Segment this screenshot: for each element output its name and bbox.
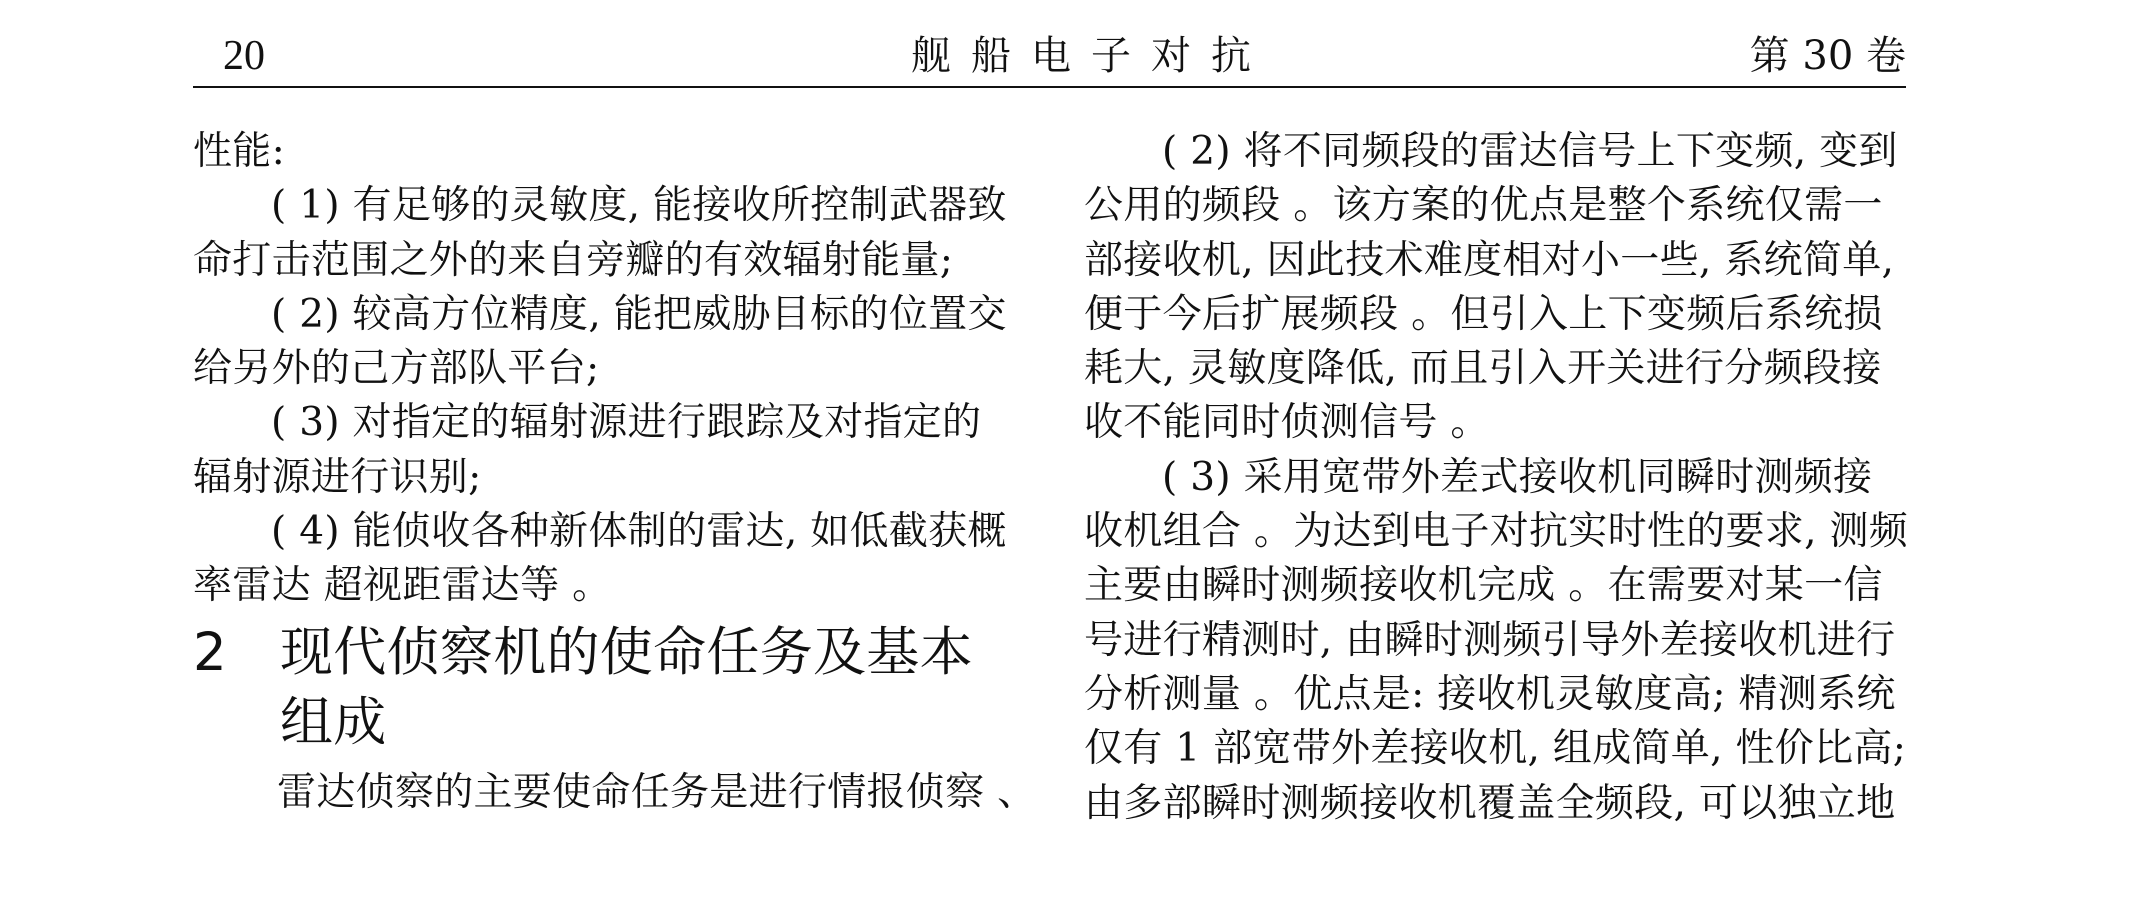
list-item-2-line: ( 2) 较高方位精度, 能把威胁目标的位置交 [271, 291, 1007, 337]
paragraph-line: 收机组合 。为达到电子对抗实时性的要求, 测频 [1084, 509, 1909, 555]
paragraph-line: 仅有 1 部宽带外差接收机, 组成简单, 性价比高; [1084, 726, 1907, 772]
right-column [1084, 125, 1909, 831]
running-header [193, 30, 1906, 88]
paragraph-line: 由多部瞬时测频接收机覆盖全频段, 可以独立地 [1084, 780, 1896, 826]
list-item-2-line: ( 2) 将不同频段的雷达信号上下变频, 变到 [1162, 129, 1898, 174]
list-item-3-line: 辐射源进行识别; [193, 454, 482, 500]
list-item-3-line: ( 3) 对指定的辐射源进行跟踪及对指定的 [271, 400, 982, 446]
list-item-4-line: 率雷达 超视距雷达等 。 [193, 563, 612, 609]
section-body-line: 雷达侦察的主要使命任务是进行情报侦察 、 [277, 769, 1037, 815]
list-item-1-line: ( 1) 有足够的灵敏度, 能接收所控制武器致 [271, 183, 1007, 229]
paragraph-line: 号进行精测时, 由瞬时测频引导外差接收机进行 [1084, 617, 1896, 663]
list-item-4-line: ( 4) 能侦收各种新体制的雷达, 如低截获概 [271, 509, 1007, 555]
paragraph-line: 性能: [193, 129, 286, 174]
journal-title: 舰船电子对抗 [911, 33, 1271, 79]
section-number: 2 [193, 621, 228, 683]
paragraph-line: 主要由瞬时测频接收机完成 。在需要对某一信 [1084, 563, 1883, 609]
paragraph-line: 公用的频段 。该方案的优点是整个系统仅需一 [1084, 183, 1883, 229]
page-number: 20 [223, 33, 265, 79]
list-item-2-line: 给另外的己方部队平台; [193, 346, 600, 392]
volume-label: 第 30 卷 [1749, 33, 1906, 79]
paragraph-line: 耗大, 灵敏度降低, 而且引入开关进行分频段接 [1084, 346, 1882, 392]
paragraph-line: 收不能同时侦测信号 。 [1084, 400, 1490, 446]
section-heading [193, 618, 1013, 758]
left-column [193, 125, 1037, 820]
paragraph-line: 部接收机, 因此技术难度相对小一些, 系统简单, [1084, 237, 1895, 283]
section-title-line: 组成 [280, 691, 387, 753]
section-title-line: 现代侦察机的使命任务及基本 [280, 621, 973, 683]
paragraph-line: 便于今后扩展频段 。但引入上下变频后系统损 [1084, 291, 1883, 337]
paragraph-line: 分析测量 。优点是: 接收机灵敏度高; 精测系统 [1084, 671, 1896, 717]
list-item-3-line: ( 3) 采用宽带外差式接收机同瞬时测频接 [1162, 454, 1873, 500]
list-item-1-line: 命打击范围之外的来自旁瓣的有效辐射能量; [193, 237, 954, 283]
